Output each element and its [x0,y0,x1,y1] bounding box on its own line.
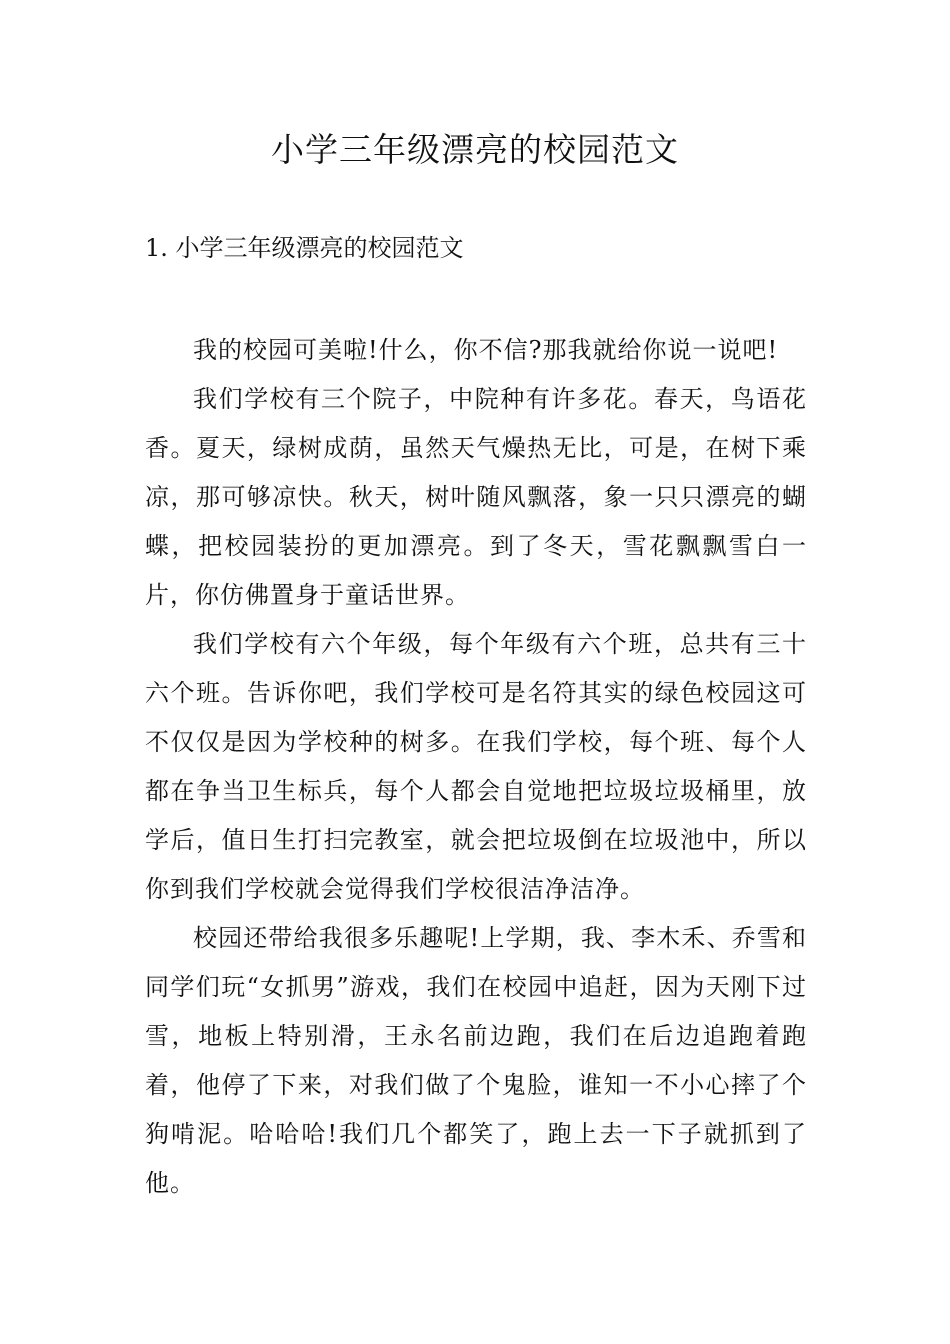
paragraph-3: 我们学校有六个年级，每个年级有六个班，总共有三十六个班。告诉你吧，我们学校可是名符其实的绿色校园这可不仅仅是因为学校种的树多。在我们学校，每个班、每个人都在争当卫生标兵，每个人都会自觉地把垃圾垃圾桶里，放学后，值日生打扫完教室，就会把垃圾倒在垃圾池中，所以你到我们学校就会觉得我们学校很洁净洁净。 [145,630,807,903]
paragraph-1: 我的校园可美啦!什么，你不信?那我就给你说一说吧! [193,336,779,364]
page-title: 小学三年级漂亮的校园范文 [271,130,679,169]
paragraph-2: 我们学校有三个院子，中院种有许多花。春天，鸟语花香。夏天，绿树成荫，虽然天气燥热无比，可是，在树下乘凉，那可够凉快。秋天，树叶随风飘落，象一只只漂亮的蝴蝶，把校园装扮的更加漂亮。到了冬天，雪花飘飘雪白一片，你仿佛置身于童话世界。 [145,385,807,609]
section-heading: 1. 小学三年级漂亮的校园范文 [145,234,464,262]
paragraph-4: 校园还带给我很多乐趣呢!上学期，我、李木禾、乔雪和同学们玩“女抓男”游戏，我们在校园中追赶，因为天刚下过雪，地板上特别滑，王永名前边跑，我们在后边追跑着跑着，他停了下来，对我们做了个鬼脸，谁知一不小心摔了个狗啃泥。哈哈哈!我们几个都笑了，跑上去一下子就抓到了他。 [145,924,807,1197]
essay-body [145,326,807,1208]
